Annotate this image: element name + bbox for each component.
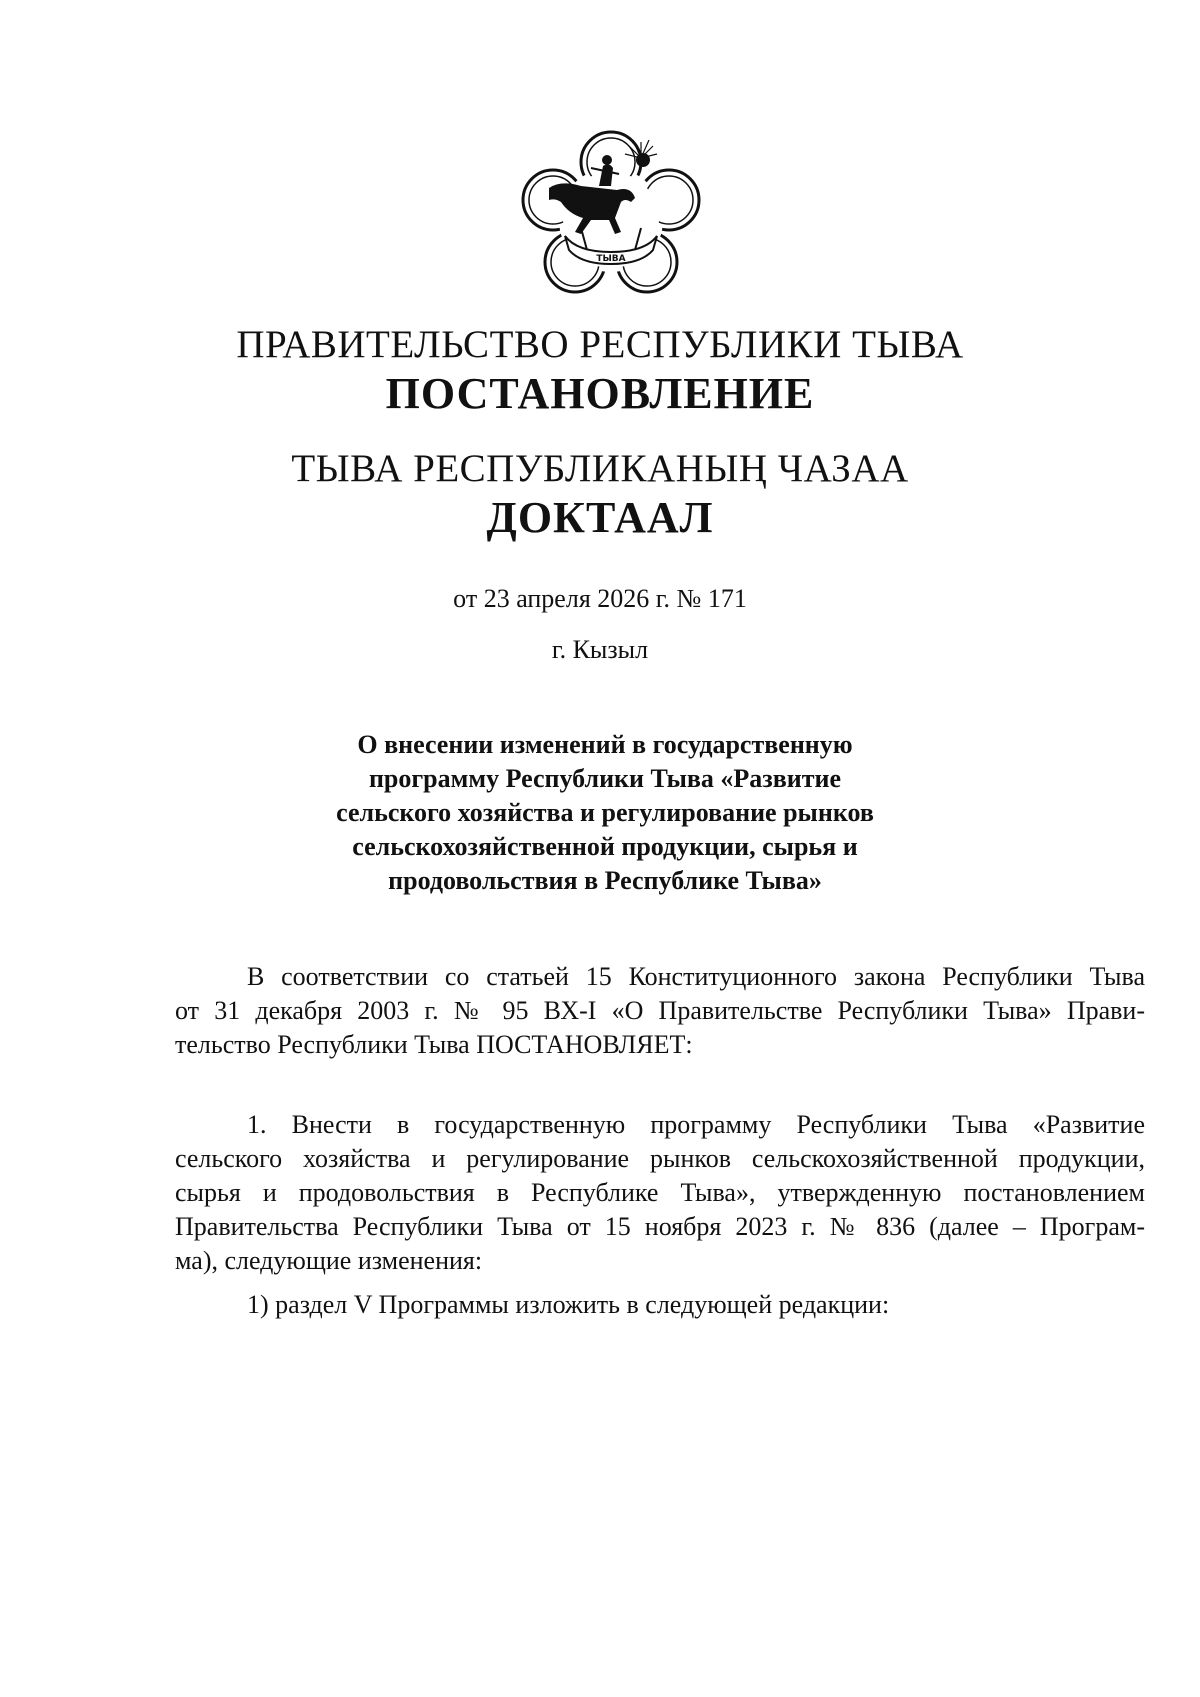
paragraph-line: сырья и продовольствия в Республике Тыва», утвержденную постановлением bbox=[175, 1178, 1145, 1207]
decree-title-ru: ПОСТАНОВЛЕНИЕ bbox=[385, 369, 815, 418]
subject-line: программу Республики Тыва «Развитие bbox=[368, 764, 842, 793]
subject-line: сельского хозяйства и регулирование рынков bbox=[336, 798, 874, 827]
paragraph-subitem-1 bbox=[175, 1288, 1145, 1322]
decree-city: г. Кызыл bbox=[551, 635, 649, 664]
paragraph-line: от 31 декабря 2003 г. № 95 ВХ-I «О Правительстве Республики Тыва» Прави- bbox=[175, 996, 1145, 1025]
tuva-emblem bbox=[521, 128, 701, 296]
subject-line: О внесении изменений в государственную bbox=[357, 730, 853, 759]
emblem-ribbon-text: ТЫВА bbox=[596, 254, 626, 264]
decree-subject bbox=[310, 728, 900, 898]
subject-line: продовольствия в Республике Тыва» bbox=[388, 866, 822, 895]
subject-line: сельскохозяйственной продукции, сырья и bbox=[352, 832, 858, 861]
paragraph-preamble bbox=[175, 960, 1145, 1062]
paragraph-line: Правительства Республики Тыва от 15 ноября 2023 г. № 836 (далее – Програм- bbox=[175, 1212, 1145, 1241]
paragraph-line: тельство Республики Тыва ПОСТАНОВЛЯЕТ: bbox=[175, 1030, 693, 1059]
decree-date-number: от 23 апреля 2026 г. № 171 bbox=[453, 584, 747, 613]
paragraph-line: 1) раздел V Программы изложить в следующей редакции: bbox=[247, 1290, 890, 1319]
decree-title-tv: ДОКТААЛ bbox=[486, 493, 714, 542]
paragraph-item-1 bbox=[175, 1108, 1145, 1278]
government-title-ru: ПРАВИТЕЛЬСТВО РЕСПУБЛИКИ ТЫВА bbox=[236, 323, 964, 366]
paragraph-line: сельского хозяйства и регулирование рынков сельскохозяйственной продукции, bbox=[175, 1144, 1145, 1173]
paragraph-line: 1. Внести в государственную программу Республики Тыва «Развитие bbox=[247, 1110, 1145, 1139]
government-title-tv: ТЫВА РЕСПУБЛИКАНЫҢ ЧАЗАА bbox=[291, 447, 909, 490]
paragraph-line: В соответствии со статьей 15 Конституционного закона Республики Тыва bbox=[247, 962, 1145, 991]
tuva-emblem-icon bbox=[521, 128, 701, 296]
paragraph-line: ма), следующие изменения: bbox=[175, 1246, 483, 1275]
